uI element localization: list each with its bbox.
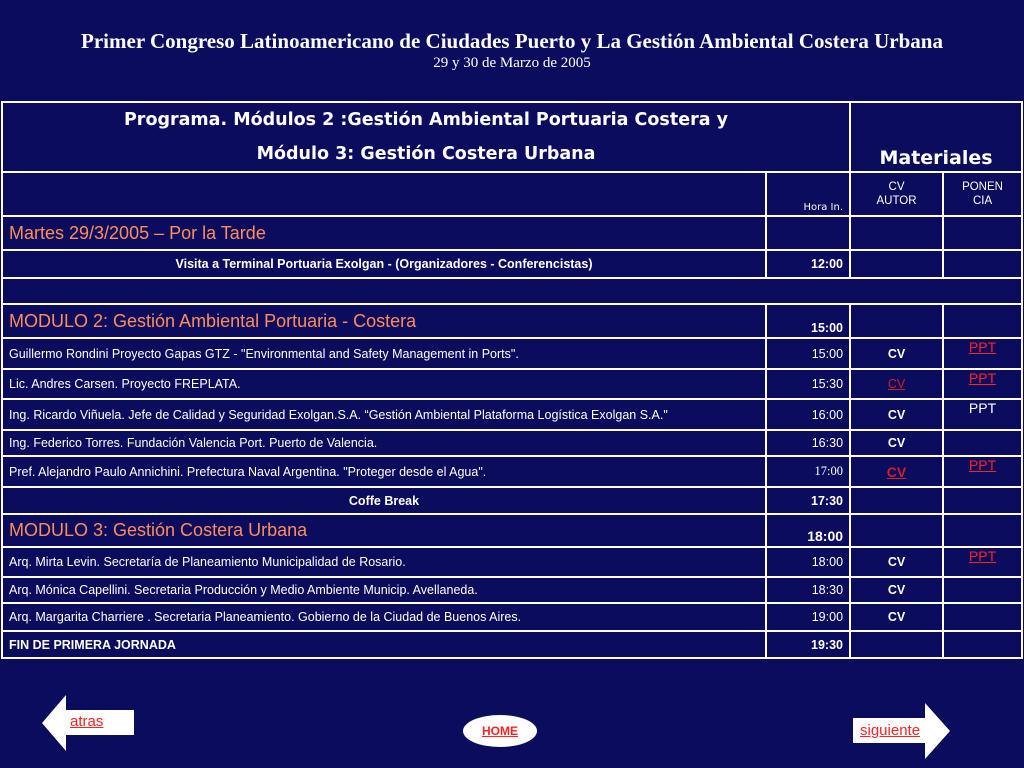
back-link[interactable]: atras	[70, 713, 104, 730]
table-row	[2, 577, 1022, 603]
talk-time: 17:00	[766, 456, 850, 487]
coffee-text: Coffe Break	[2, 487, 766, 514]
column-header-row	[2, 172, 1022, 216]
talk-time: 16:30	[766, 430, 850, 456]
module2-heading-row	[2, 304, 1022, 338]
end-row	[2, 631, 1022, 658]
ppt-label: PPT	[943, 399, 1022, 430]
next-link[interactable]: siguiente	[860, 722, 921, 739]
talk-time: 16:00	[766, 399, 850, 430]
program-table	[1, 101, 1023, 659]
page-header	[0, 28, 1024, 72]
visit-time: 12:00	[766, 250, 850, 278]
end-time: 19:30	[766, 631, 850, 658]
talk-time: 19:00	[766, 603, 850, 631]
cv-label: CV	[850, 338, 943, 369]
empty-cell	[2, 172, 766, 216]
cv-label: CV	[850, 547, 943, 577]
module3-time: 18:00	[766, 514, 850, 547]
table-row	[2, 430, 1022, 456]
talk-title: Lic. Andres Carsen. Proyecto FREPLATA.	[2, 369, 766, 399]
cv-label: CV	[850, 430, 943, 456]
module3-heading-row	[2, 514, 1022, 547]
day-heading: Martes 29/3/2005 – Por la Tarde	[2, 216, 766, 250]
visit-text: Visita a Terminal Portuaria Exolgan - (Organizadores - Conferencistas)	[2, 250, 766, 278]
materiales-heading: Materiales	[850, 102, 1022, 172]
cv-link[interactable]: CV	[887, 377, 906, 391]
ponencia-header: PONEN CIA	[943, 172, 1022, 216]
ppt-link[interactable]: PPT	[968, 339, 997, 355]
home-button[interactable]	[463, 715, 537, 747]
talk-time: 18:00	[766, 547, 850, 577]
day-heading-row	[2, 216, 1022, 250]
talk-time: 15:30	[766, 369, 850, 399]
page-title: Primer Congreso Latinoamericano de Ciudades Puerto y La Gestión Ambiental Costera Urbana	[81, 29, 943, 53]
end-text: FIN DE PRIMERA JORNADA	[2, 631, 766, 658]
next-arrow-button[interactable]	[853, 703, 951, 759]
visit-row	[2, 250, 1022, 278]
table-row	[2, 603, 1022, 631]
cv-autor-header: CV AUTOR	[850, 172, 943, 216]
program-heading: Programa. Módulos 2 :Gestión Ambiental Portuaria Costera y Módulo 3: Gestión Costera Urbana	[2, 102, 850, 172]
ppt-link[interactable]: PPT	[968, 457, 997, 473]
talk-title: Arq. Mirta Levin. Secretaría de Planeamiento Municipalidad de Rosario.	[2, 547, 766, 577]
cv-label: CV	[850, 603, 943, 631]
talk-time: 18:30	[766, 577, 850, 603]
talk-title: Arq. Mónica Capellini. Secretaria Producción y Medio Ambiente Municip. Avellaneda.	[2, 577, 766, 603]
module2-time: 15:00	[766, 304, 850, 338]
table-row	[2, 399, 1022, 430]
talk-title: Arq. Margarita Charriere . Secretaria Planeamiento. Gobierno de la Ciudad de Buenos Aires.	[2, 603, 766, 631]
home-link[interactable]: HOME	[482, 724, 518, 738]
table-row	[2, 338, 1022, 369]
table-row	[2, 456, 1022, 487]
coffee-time: 17:30	[766, 487, 850, 514]
talk-title: Ing. Ricardo Viñuela. Jefe de Calidad y Seguridad Exolgan.S.A. “Gestión Ambiental Plataforma Logística Exolgan S.A."	[2, 399, 766, 430]
cv-link[interactable]: CV	[886, 463, 907, 480]
talk-time: 15:00	[766, 338, 850, 369]
cv-label: CV	[850, 577, 943, 603]
spacer-row	[2, 278, 1022, 304]
talk-title: Ing. Federico Torres. Fundación Valencia Port. Puerto de Valencia.	[2, 430, 766, 456]
talk-title: Pref. Alejandro Paulo Annichini. Prefectura Naval Argentina. "Proteger desde el Agua".	[2, 456, 766, 487]
page-subtitle: 29 y 30 de Marzo de 2005	[433, 55, 591, 71]
table-header-row	[2, 102, 1022, 172]
coffee-row	[2, 487, 1022, 514]
module3-title: MODULO 3: Gestión Costera Urbana	[2, 514, 766, 547]
table-row	[2, 547, 1022, 577]
ppt-link[interactable]: PPT	[968, 548, 997, 564]
cv-label: CV	[850, 399, 943, 430]
talk-title: Guillermo Rondini Proyecto Gapas GTZ - "Environmental and Safety Management in Ports".	[2, 338, 766, 369]
ppt-link[interactable]: PPT	[968, 370, 997, 386]
back-arrow-button[interactable]	[42, 695, 136, 751]
module2-title: MODULO 2: Gestión Ambiental Portuaria - Costera	[2, 304, 766, 338]
table-row	[2, 369, 1022, 399]
hora-header: Hora In.	[766, 172, 850, 216]
